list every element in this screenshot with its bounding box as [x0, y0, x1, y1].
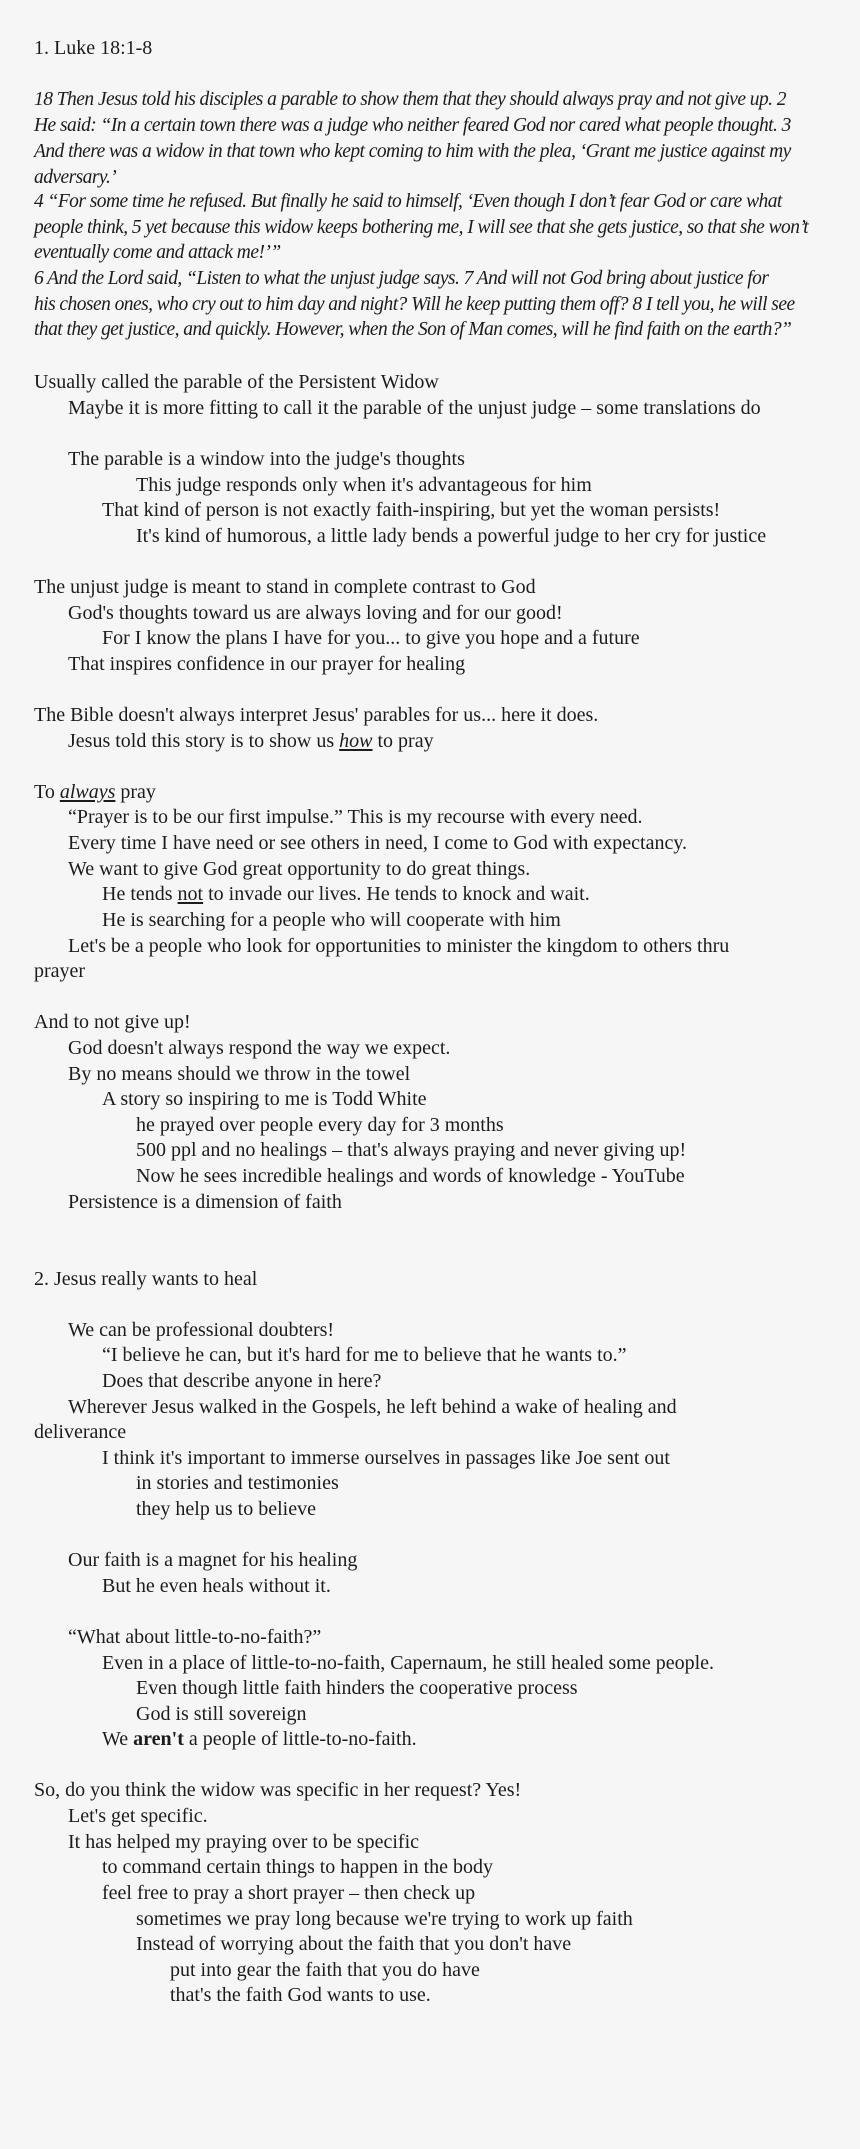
- outline-point: in stories and testimonies: [136, 1472, 339, 1494]
- scripture-line: He said: “In a certain town there was a judge who neither feared God nor cared what people thought. 3: [34, 115, 791, 136]
- text-run: He tends: [102, 883, 178, 905]
- outline-point: Wherever Jesus walked in the Gospels, he left behind a wake of healing and: [68, 1396, 677, 1418]
- outline-point: “Prayer is to be our first impulse.” This is my recourse with every need.: [68, 806, 643, 828]
- outline-point: The Bible doesn't always interpret Jesus' parables for us... here it does.: [34, 704, 599, 726]
- emphasis-always: always: [59, 781, 116, 803]
- outline-point: And to not give up!: [34, 1011, 191, 1033]
- outline-point-how: [68, 728, 434, 754]
- scripture-line: 18 Then Jesus told his disciples a parable to show them that they should always pray and not give up. 2: [34, 89, 787, 110]
- text-run: Jesus told this story is to show us: [68, 730, 340, 752]
- outline-point: He is searching for a people who will cooperate with him: [102, 909, 561, 931]
- outline-point: Persistence is a dimension of faith: [68, 1191, 342, 1213]
- scripture-line: adversary.’: [34, 167, 117, 188]
- text-run: We: [102, 1728, 134, 1750]
- emphasis-arent: aren't: [133, 1728, 184, 1750]
- scripture-line: his chosen ones, who cry out to him day and night? Will he keep putting them off? 8 I tell you, he will see: [34, 294, 795, 315]
- outline-point: they help us to believe: [136, 1498, 316, 1520]
- scripture-line: that they get justice, and quickly. However, when the Son of Man comes, will he find faith on the earth?”: [34, 319, 792, 340]
- outline-point: “What about little-to-no-faith?”: [68, 1626, 322, 1648]
- outline-point: he prayed over people every day for 3 months: [136, 1114, 504, 1136]
- outline-point: Let's be a people who look for opportunities to minister the kingdom to others thru: [68, 935, 730, 957]
- outline-point: Maybe it is more fitting to call it the parable of the unjust judge – some translations do: [68, 397, 761, 419]
- outline-point-always: [34, 779, 156, 805]
- outline-point: Instead of worrying about the faith that you don't have: [136, 1933, 572, 1955]
- outline-point: So, do you think the widow was specific in her request? Yes!: [34, 1779, 522, 1801]
- outline-point: The unjust judge is meant to stand in complete contrast to God: [34, 576, 536, 598]
- outline-point-arent: [102, 1726, 417, 1752]
- outline-point: that's the faith God wants to use.: [170, 1984, 431, 2006]
- outline-point: God doesn't always respond the way we expect.: [68, 1037, 451, 1059]
- outline-point: put into gear the faith that you do have: [170, 1959, 480, 1981]
- outline-point: We want to give God great opportunity to do great things.: [68, 858, 531, 880]
- outline-point: Even though little faith hinders the cooperative process: [136, 1677, 578, 1699]
- outline-point: That inspires confidence in our prayer for healing: [68, 653, 466, 675]
- outline-point: A story so inspiring to me is Todd White: [102, 1088, 427, 1110]
- scripture-line: And there was a widow in that town who kept coming to him with the plea, ‘Grant me justice against my: [34, 141, 791, 162]
- text-run: to pray: [372, 730, 434, 752]
- outline-point: sometimes we pray long because we're trying to work up faith: [136, 1908, 633, 1930]
- outline-point-not: [102, 881, 590, 907]
- section-heading-luke: 1. Luke 18:1-8: [34, 37, 153, 59]
- outline-point: Even in a place of little-to-no-faith, Capernaum, he still healed some people.: [102, 1652, 715, 1674]
- outline-point: By no means should we throw in the towel: [68, 1063, 411, 1085]
- outline-point: to command certain things to happen in the body: [102, 1856, 494, 1878]
- outline-point: Every time I have need or see others in need, I come to God with expectancy.: [68, 832, 688, 854]
- section-heading-heal: 2. Jesus really wants to heal: [34, 1268, 258, 1290]
- text-run: a people of little-to-no-faith.: [183, 1728, 417, 1750]
- outline-point: That kind of person is not exactly faith-inspiring, but yet the woman persists!: [102, 499, 721, 521]
- outline-point: But he even heals without it.: [102, 1575, 331, 1597]
- outline-point: 500 ppl and no healings – that's always praying and never giving up!: [136, 1139, 687, 1161]
- outline-point: feel free to pray a short prayer – then check up: [102, 1882, 476, 1904]
- outline-point: For I know the plans I have for you... to give you hope and a future: [102, 627, 640, 649]
- emphasis-not: not: [177, 883, 204, 905]
- scripture-line: people think, 5 yet because this widow keeps bothering me, I will see that she gets justice, so that she won’t: [34, 217, 809, 238]
- outline-point: deliverance: [34, 1421, 127, 1443]
- outline-point: Usually called the parable of the Persistent Widow: [34, 371, 439, 393]
- scripture-line: 6 And the Lord said, “Listen to what the unjust judge says. 7 And will not God bring about justice for: [34, 268, 769, 289]
- emphasis-how: how: [339, 730, 373, 752]
- scripture-line: eventually come and attack me!’”: [34, 242, 281, 263]
- outline-point: We can be professional doubters!: [68, 1319, 335, 1341]
- outline-point: I think it's important to immerse ourselves in passages like Joe sent out: [102, 1447, 670, 1469]
- outline-point: It's kind of humorous, a little lady bends a powerful judge to her cry for justice: [136, 525, 767, 547]
- outline-point: Let's get specific.: [68, 1805, 208, 1827]
- outline-point: God is still sovereign: [136, 1703, 307, 1725]
- text-run: To: [34, 781, 60, 803]
- text-run: pray: [115, 781, 156, 803]
- outline-point: Does that describe anyone in here?: [102, 1370, 382, 1392]
- outline-point: Our faith is a magnet for his healing: [68, 1549, 358, 1571]
- outline-point: “I believe he can, but it's hard for me to believe that he wants to.”: [102, 1344, 627, 1366]
- outline-point: It has helped my praying over to be specific: [68, 1831, 419, 1853]
- outline-point: This judge responds only when it's advantageous for him: [136, 474, 592, 496]
- scripture-line: 4 “For some time he refused. But finally he said to himself, ‘Even though I don’t fear God or care what: [34, 191, 782, 212]
- outline-point: Now he sees incredible healings and words of knowledge - YouTube: [136, 1165, 685, 1187]
- text-run: to invade our lives. He tends to knock and wait.: [203, 883, 590, 905]
- outline-point: God's thoughts toward us are always loving and for our good!: [68, 602, 563, 624]
- outline-point: prayer: [34, 960, 86, 982]
- outline-point: The parable is a window into the judge's thoughts: [68, 448, 465, 470]
